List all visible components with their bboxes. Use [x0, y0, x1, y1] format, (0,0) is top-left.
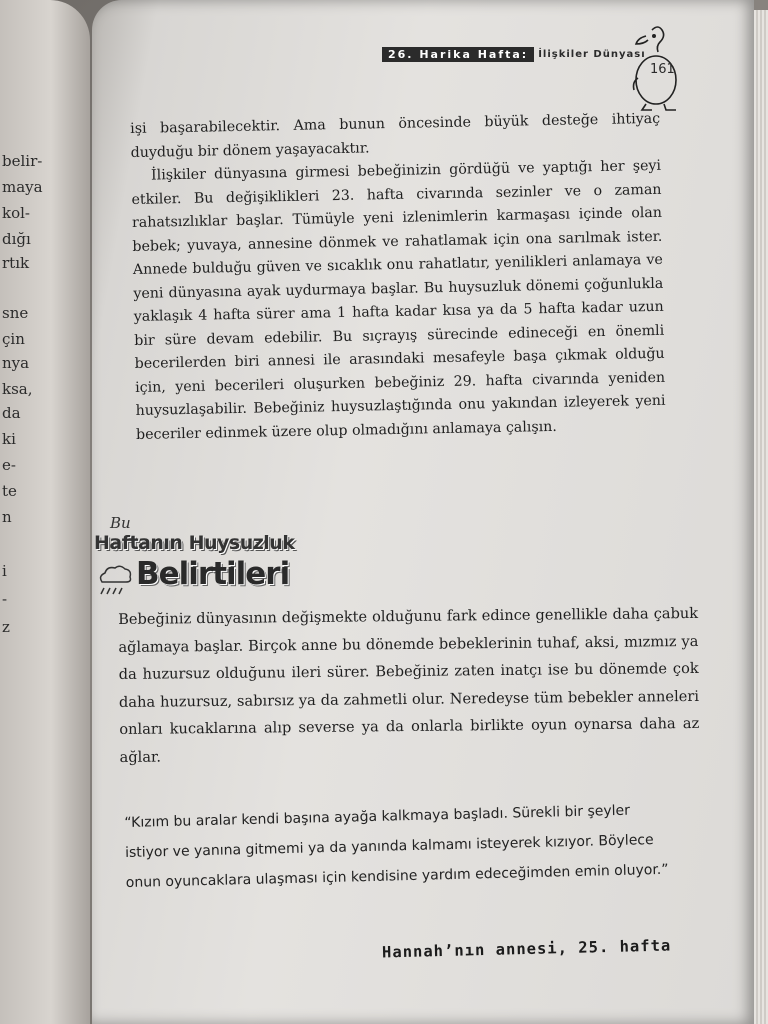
running-header: [382, 45, 646, 63]
chapter-subtitle: İlişkiler Dünyası: [538, 48, 646, 60]
left-fragment: -: [2, 590, 8, 608]
quote-attribution: Hannah’nın annesi, 25. hafta: [381, 936, 672, 962]
body-text: [130, 108, 666, 447]
left-fragment: i: [2, 562, 7, 580]
chapter-label: 26. Harika Hafta:: [382, 47, 534, 62]
section-heading-line1: Haftanın Huysuzluk: [94, 532, 295, 554]
left-fragment: da: [2, 404, 21, 422]
left-fragment: belir-: [2, 152, 43, 170]
paragraph: işi başarabilecektir. Ama bunun öncesinde büyük desteğe ihtiyaç duyduğu bir dönem yaşayacaktır.: [130, 110, 661, 161]
left-fragment: dığı: [2, 230, 31, 248]
section-body: [118, 600, 700, 771]
left-fragment: n: [2, 508, 12, 526]
left-fragment: rtık: [2, 254, 30, 272]
quote-text: “Kızım bu aralar kendi başına ayağa kalkmaya başladı. Sürekli bir şeyler istiyor ve yanına gitmemi ya da yanında kalmamı isteyerek kızıyor. Böylece onun oyuncaklara ulaşması için kendisine yardım edeceğimden emin oluyor.”: [124, 802, 669, 891]
left-fragment: maya: [2, 178, 43, 196]
storm-cloud-icon: [96, 562, 134, 598]
left-fragment: e-: [2, 456, 16, 474]
quote-block: [124, 795, 674, 898]
left-fragment: kol-: [2, 204, 30, 222]
previous-page: [0, 0, 90, 1024]
paragraph: İlişkiler dünyasına girmesi bebeğinizin gördüğü ve yaptığı her şeyi etkiler. Bu değişiklikleri 23. hafta civarında sezinler ve o zaman rahatsızlıklar başlar. Tümüyle yeni izlenimlerin karmaşası içinde olan bebek; yuvaya, annesine dönmek ve rahatlamak için ona sarılmak ister. Annede bulduğu güven ve sıcaklık onu rahatlatır, yenilikleri anlamaya ve yeni dünyasına ayak uydurmaya başlar. Bu huysuzluk dönemi çoğunlukla yaklaşık 4 hafta sürer ama 1 hafta kadar kısa ya da 5 hafta kadar uzun bir süre devam edebilir. Bu sıçrayış sürecinde edineceği en önemli becerilerden biri annesi ile arasındaki mesafeyle başa çıkmak olduğu için, yeni becerileri oluşurken bebeğiniz 29. hafta civarında yeniden huysuzlaşabilir. Bebeğiniz huysuzlaştığında onu yakından izleyerek yeni beceriler edinmek üzere olup olmadığını anlamaya çalışın.: [131, 157, 666, 443]
left-fragment: sne: [2, 304, 29, 322]
section-heading-line2: Belirtileri: [136, 556, 290, 592]
section-heading-small: Bu: [110, 514, 131, 532]
paragraph: Bebeğiniz dünyasının değişmekte olduğunu fark edince genellikle daha çabuk ağlamaya başlar. Birçok anne bu dönemde bebeklerinin tuhaf, aksi, mızmız ya da huzursuz olduğunu ileri sürer. Bebeğiniz zaten inatçı ise bu dönemde çok daha huzursuz, sabırsız ya da zahmetli olur. Neredeyse tüm bebekler anneleri onları kucaklarına alıp severse ya da onlarla birlikte oyun oynarsa daha az ağlar.: [118, 604, 700, 766]
page-number: 161: [650, 62, 675, 77]
left-fragment: çin: [2, 330, 25, 348]
left-fragment: te: [2, 482, 17, 500]
section-heading: [94, 512, 334, 602]
left-fragment: z: [2, 618, 10, 636]
left-fragment: ki: [2, 430, 16, 448]
left-fragment: ksa,: [2, 380, 33, 398]
left-fragment: nya: [2, 354, 30, 372]
